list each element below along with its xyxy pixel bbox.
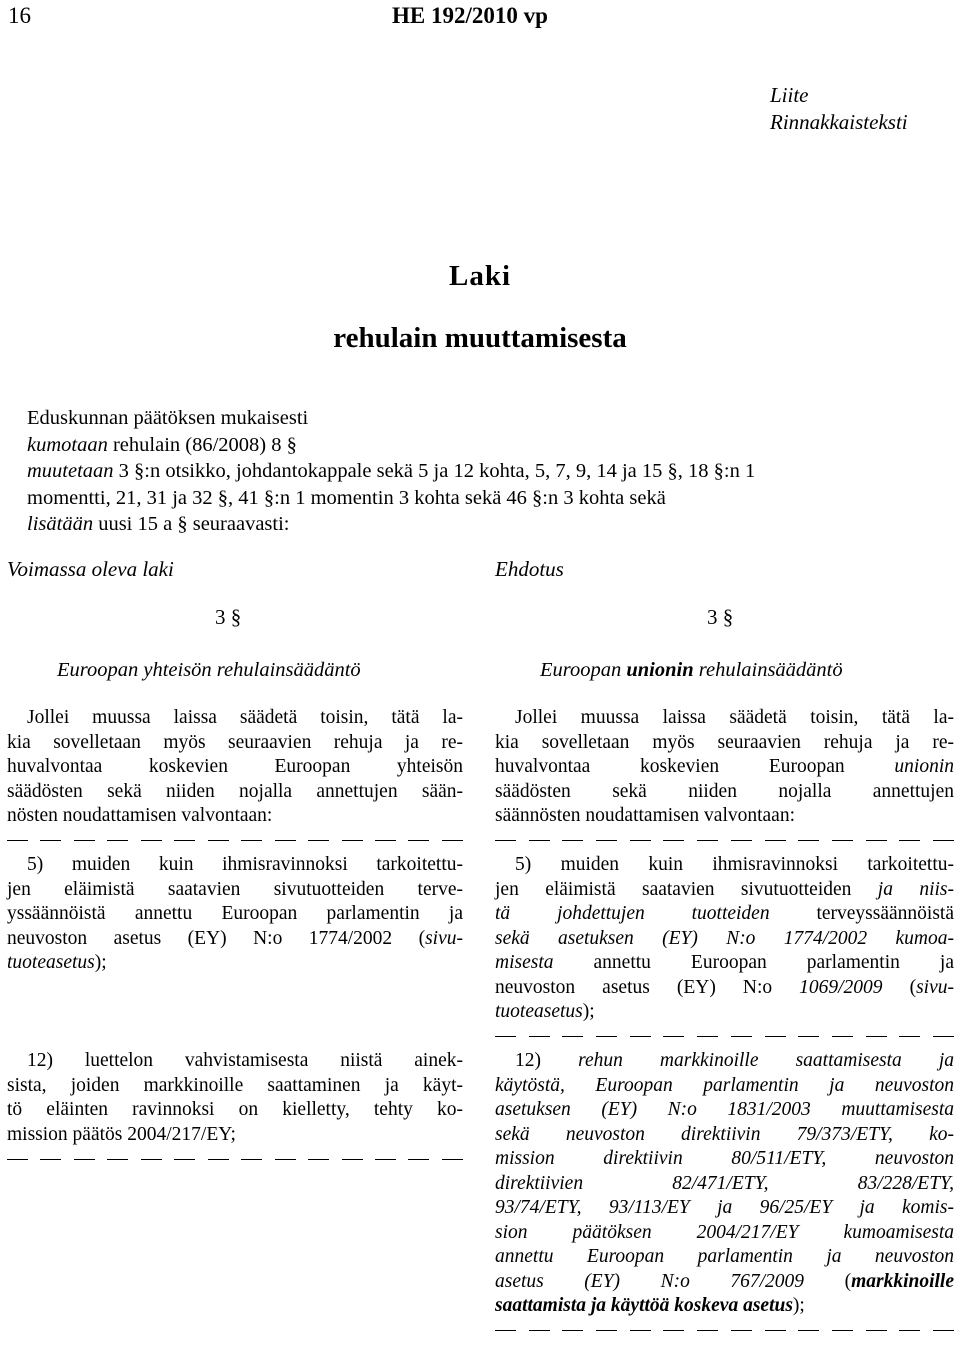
text-line <box>495 878 954 903</box>
text-line: 5) muiden kuin ihmisravinnoksi tarkoitettu- <box>27 854 463 875</box>
title-part: Euroopan <box>540 659 627 681</box>
text-line <box>495 902 954 927</box>
omission-dashes <box>7 1147 463 1172</box>
text-line: säännösten noudattamisen valvontaan: <box>495 805 796 826</box>
text-line: säädösten sekä niiden nojalla annettujen <box>495 780 954 802</box>
text-italic: asetus (EY) N:o 767/2009 <box>495 1270 805 1292</box>
intro-line <box>27 511 755 538</box>
right-column-body <box>495 706 954 1343</box>
text-part: ); <box>582 1001 595 1022</box>
text-line: asetuksen (EY) N:o 1831/2003 muuttamisesta <box>495 1099 954 1120</box>
right-column-heading: Ehdotus <box>495 557 564 581</box>
text-italic: ja niis- <box>877 878 954 900</box>
left-section-number: 3 § <box>215 605 242 629</box>
text-bold-italic: markkinoille <box>851 1270 954 1292</box>
text-part: terveyssäännöistä <box>769 903 954 924</box>
text-line: säädösten sekä niiden nojalla annettujen sään- <box>7 780 463 802</box>
text-line: huvalvontaa koskevien Euroopan yhteisön <box>7 756 463 777</box>
intro-verb: muutetaan <box>27 460 114 482</box>
text-part: huvalvontaa koskevien Euroopan <box>495 756 895 777</box>
omission-dashes <box>495 829 954 854</box>
omission-dashes <box>7 829 463 854</box>
text-line: käytöstä, Euroopan parlamentin ja neuvoston <box>495 1074 954 1096</box>
text-line: 5) muiden kuin ihmisravinnoksi tarkoitettu- <box>515 854 954 875</box>
text-line: yssäännöistä annettu Euroopan parlamentin ja <box>7 903 463 924</box>
text-line <box>495 1049 954 1074</box>
document-id: HE 192/2010 vp <box>392 3 548 28</box>
text-line <box>495 951 954 976</box>
left-column-heading: Voimassa oleva laki <box>7 557 174 581</box>
text-part: ); <box>94 952 107 973</box>
intro-verb: lisätään <box>27 513 94 535</box>
text-part: ( <box>882 976 917 998</box>
text-italic: tä johdettujen tuotteiden <box>495 903 770 924</box>
text-italic: sivu- <box>916 976 954 998</box>
text-line: kia sovelletaan myös seuraavien rehuja ja re- <box>7 731 463 753</box>
law-subtitle: rehulain muuttamisesta <box>333 322 627 354</box>
intro-line: momentti, 21, 31 ja 32 §, 41 §:n 1 momentin 3 kohta sekä 46 §:n 3 kohta sekä <box>27 486 666 509</box>
text-line <box>495 976 954 1001</box>
text-line <box>7 927 463 952</box>
text-part: ); <box>792 1295 805 1316</box>
law-title: Laki <box>448 260 512 292</box>
text-italic: sivu- <box>425 927 463 949</box>
text-part: ( <box>804 1270 852 1292</box>
text-line: sekä neuvoston direktiivin 79/373/ETY, ko- <box>495 1123 954 1145</box>
page-number: 16 <box>8 3 31 28</box>
text-bold-italic: saattamista ja käyttöä koskeva asetus <box>495 1295 793 1316</box>
text-line: tö eläinten ravinnoksi on kielletty, tehty ko- <box>7 1099 463 1120</box>
text-line: Jollei muussa laissa säädetä toisin, tätä la- <box>27 707 463 728</box>
right-section-title <box>540 659 843 682</box>
text-line <box>7 951 463 976</box>
title-part: rehulainsäädäntö <box>693 659 843 681</box>
text-line: direktiivien 82/471/ETY, 83/228/ETY, <box>495 1172 954 1194</box>
intro-text: rehulain (86/2008) 8 § <box>107 433 297 456</box>
text-line: sista, joiden markkinoille saattaminen ja käyt- <box>7 1074 463 1096</box>
text-line: kia sovelletaan myös seuraavien rehuja ja re- <box>495 731 954 753</box>
appendix-type: Rinnakkaisteksti <box>770 110 908 134</box>
text-part: jen eläimistä saatavien sivutuotteiden <box>495 878 878 900</box>
text-part: neuvoston asetus (EY) N:o 1774/2002 ( <box>7 927 426 949</box>
intro-text: 3 §:n otsikko, johdantokappale sekä 5 ja 12 kohta, 5, 7, 9, 14 ja 15 §, 18 §:n 1 <box>113 460 756 482</box>
text-line: Jollei muussa laissa säädetä toisin, tätä la- <box>515 707 954 728</box>
text-part: annettu Euroopan parlamentin ja <box>553 952 954 973</box>
text-line: sion päätöksen 2004/217/EY kumoamisesta <box>495 1221 954 1243</box>
text-part: 12) <box>515 1050 579 1071</box>
text-italic: unionin <box>894 756 954 777</box>
title-emphasis: unionin <box>626 659 694 681</box>
text-italic: rehun markkinoille saattamisesta ja <box>578 1050 954 1071</box>
intro-line: Eduskunnan päätöksen mukaisesti <box>27 407 309 429</box>
text-line <box>495 1270 954 1295</box>
text-line <box>495 1000 954 1025</box>
text-italic: tuoteasetus <box>495 1001 583 1022</box>
text-line: mission direktiivin 80/511/ETY, neuvoston <box>495 1148 954 1169</box>
right-section-number: 3 § <box>707 605 734 629</box>
intro-line <box>27 458 755 485</box>
omission-dashes <box>495 1025 954 1050</box>
appendix-label: Liite <box>770 83 809 107</box>
intro-text: uusi 15 a § seuraavasti: <box>93 513 290 535</box>
text-line: jen eläimistä saatavien sivutuotteiden terve- <box>7 878 463 900</box>
text-line: 12) luettelon vahvistamisesta niistä ainek- <box>27 1050 463 1071</box>
text-italic: misesta <box>495 952 554 973</box>
text-part: neuvoston asetus (EY) N:o <box>495 976 800 998</box>
intro-line <box>27 432 755 459</box>
left-column-body <box>7 706 463 1172</box>
text-line: nösten noudattamisen valvontaan: <box>7 805 273 826</box>
text-line: sekä asetuksen (EY) N:o 1774/2002 kumoa- <box>495 927 954 949</box>
omission-dashes <box>495 1319 954 1344</box>
text-italic: 1069/2009 <box>799 976 883 998</box>
text-line: 93/74/ETY, 93/113/EY ja 96/25/EY ja komis- <box>495 1197 954 1218</box>
left-section-title: Euroopan yhteisön rehulainsäädäntö <box>57 659 361 681</box>
intro-verb: kumotaan <box>27 433 108 456</box>
text-line: mission päätös 2004/217/EY; <box>7 1123 236 1145</box>
text-line <box>495 1294 954 1319</box>
text-italic: tuoteasetus <box>7 952 95 973</box>
intro-paragraph <box>27 405 755 538</box>
text-line <box>495 755 954 780</box>
text-line: annettu Euroopan parlamentin ja neuvoston <box>495 1246 954 1267</box>
